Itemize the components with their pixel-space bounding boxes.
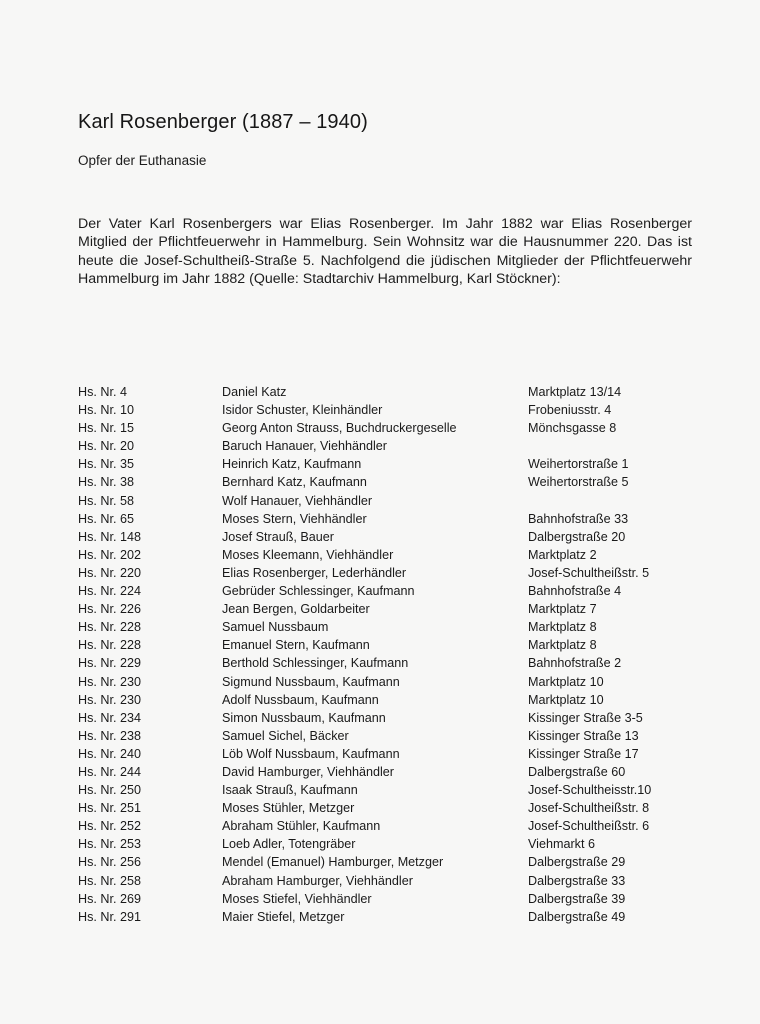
current-address: Mönchsgasse 8: [528, 421, 617, 436]
current-address: Josef-Schultheisstr.10: [528, 783, 652, 798]
roster-row: [78, 654, 678, 672]
house-number: Hs. Nr. 228: [78, 638, 141, 653]
intro-paragraph: Der Vater Karl Rosenbergers war Elias Rosenberger. Im Jahr 1882 war Elias Rosenberger Mitglied der Pflichtfeuerwehr in Hammelburg. Sein Wohnsitz war die Hausnummer 220. Das ist heute die Josef-Schultheiß-Straße 5. Nachfolgend die jüdischen Mitglieder der Pflichtfeuerwehr Hammelburg im Jahr 1882 (Quelle: Stadtarchiv Hammelburg, Karl Stöckner):: [78, 216, 692, 288]
roster-row: [78, 908, 678, 926]
house-number: Hs. Nr. 202: [78, 547, 141, 562]
member-name: Elias Rosenberger, Lederhändler: [222, 565, 407, 580]
member-name: Maier Stiefel, Metzger: [222, 909, 345, 924]
member-name: Emanuel Stern, Kaufmann: [222, 638, 370, 653]
house-number: Hs. Nr. 250: [78, 783, 141, 798]
house-number: Hs. Nr. 38: [78, 475, 134, 490]
member-name: Wolf Hanauer, Viehhändler: [222, 493, 373, 508]
current-address: Bahnhofstraße 4: [528, 584, 622, 599]
roster-row: [78, 564, 678, 582]
member-name: Simon Nussbaum, Kaufmann: [222, 710, 386, 725]
member-name: Josef Strauß, Bauer: [222, 529, 334, 544]
current-address: Weihertorstraße 5: [528, 475, 629, 490]
member-name: Jean Bergen, Goldarbeiter: [222, 602, 370, 617]
member-name: Moses Stern, Viehhändler: [222, 511, 367, 526]
member-name: Loeb Adler, Totengräber: [222, 837, 356, 852]
member-name: David Hamburger, Viehhändler: [222, 764, 394, 779]
house-number: Hs. Nr. 253: [78, 837, 141, 852]
roster-row: [78, 799, 678, 817]
roster-row: [78, 383, 678, 401]
house-number: Hs. Nr. 20: [78, 439, 134, 454]
house-number: Hs. Nr. 226: [78, 602, 141, 617]
member-name: Baruch Hanauer, Viehhändler: [222, 439, 388, 454]
member-name: Sigmund Nussbaum, Kaufmann: [222, 674, 400, 689]
roster-row: [78, 835, 678, 853]
roster-row: [78, 618, 678, 636]
roster-row: [78, 853, 678, 871]
house-number: Hs. Nr. 234: [78, 710, 141, 725]
roster-row: [78, 763, 678, 781]
current-address: Kissinger Straße 3-5: [528, 710, 643, 725]
roster-row: [78, 528, 678, 546]
current-address: Marktplatz 10: [528, 692, 604, 707]
member-name: Abraham Hamburger, Viehhändler: [222, 873, 413, 888]
member-name: Georg Anton Strauss, Buchdruckergeselle: [222, 421, 457, 436]
roster-row: [78, 872, 678, 890]
roster-row: [78, 437, 678, 455]
page-subtitle: Opfer der Euthanasie: [78, 153, 207, 168]
current-address: Dalbergstraße 39: [528, 891, 626, 906]
roster-row: [78, 419, 678, 437]
roster-row: [78, 546, 678, 564]
member-name: Isaak Strauß, Kaufmann: [222, 783, 358, 798]
member-name: Berthold Schlessinger, Kaufmann: [222, 656, 409, 671]
current-address: Marktplatz 13/14: [528, 385, 622, 399]
roster-row: [78, 455, 678, 473]
member-name: Moses Kleemann, Viehhändler: [222, 547, 394, 562]
current-address: Kissinger Straße 13: [528, 728, 639, 743]
house-number: Hs. Nr. 229: [78, 656, 141, 671]
house-number: Hs. Nr. 230: [78, 674, 141, 689]
current-address: Bahnhofstraße 2: [528, 656, 622, 671]
member-name: Daniel Katz: [222, 385, 287, 399]
house-number: Hs. Nr. 230: [78, 692, 141, 707]
current-address: Marktplatz 8: [528, 620, 597, 635]
house-number: Hs. Nr. 240: [78, 746, 141, 761]
current-address: Dalbergstraße 29: [528, 855, 626, 870]
current-address: Josef-Schultheißstr. 6: [528, 819, 650, 834]
current-address: Viehmarkt 6: [528, 837, 595, 852]
member-name: Löb Wolf Nussbaum, Kaufmann: [222, 746, 400, 761]
member-name: Bernhard Katz, Kaufmann: [222, 475, 367, 490]
page-title: Karl Rosenberger (1887 – 1940): [78, 111, 368, 133]
current-address: Dalbergstraße 20: [528, 529, 626, 544]
member-name: Samuel Nussbaum: [222, 620, 329, 635]
member-name: Adolf Nussbaum, Kaufmann: [222, 692, 379, 707]
roster-row: [78, 600, 678, 618]
house-number: Hs. Nr. 291: [78, 909, 141, 924]
current-address: Dalbergstraße 33: [528, 873, 626, 888]
roster-row: [78, 890, 678, 908]
member-name: Heinrich Katz, Kaufmann: [222, 457, 362, 472]
house-number: Hs. Nr. 244: [78, 764, 141, 779]
member-name: Mendel (Emanuel) Hamburger, Metzger: [222, 855, 444, 870]
current-address: Josef-Schultheißstr. 5: [528, 565, 650, 580]
member-name: Moses Stiefel, Viehhändler: [222, 891, 372, 906]
current-address: Dalbergstraße 60: [528, 764, 626, 779]
house-number: Hs. Nr. 65: [78, 511, 134, 526]
roster-row: [78, 817, 678, 835]
member-name: Abraham Stühler, Kaufmann: [222, 819, 381, 834]
house-number: Hs. Nr. 224: [78, 584, 141, 599]
roster-row: [78, 745, 678, 763]
roster-row: [78, 492, 678, 510]
current-address: Marktplatz 8: [528, 638, 597, 653]
member-name: Isidor Schuster, Kleinhändler: [222, 403, 383, 418]
house-number: Hs. Nr. 238: [78, 728, 141, 743]
house-number: Hs. Nr. 35: [78, 457, 134, 472]
roster-row: [78, 510, 678, 528]
roster-row: [78, 401, 678, 419]
house-number: Hs. Nr. 220: [78, 565, 141, 580]
current-address: Marktplatz 10: [528, 674, 604, 689]
member-roster: [78, 383, 678, 926]
house-number: Hs. Nr. 269: [78, 891, 141, 906]
roster-row: [78, 709, 678, 727]
roster-row: [78, 473, 678, 491]
roster-row: [78, 781, 678, 799]
current-address: Weihertorstraße 1: [528, 457, 629, 472]
roster-row: [78, 582, 678, 600]
house-number: Hs. Nr. 148: [78, 529, 141, 544]
member-name: Samuel Sichel, Bäcker: [222, 728, 349, 743]
house-number: Hs. Nr. 10: [78, 403, 134, 418]
roster-row: [78, 691, 678, 709]
current-address: Frobeniusstr. 4: [528, 403, 612, 418]
house-number: Hs. Nr. 58: [78, 493, 134, 508]
current-address: Dalbergstraße 49: [528, 909, 626, 924]
roster-row: [78, 727, 678, 745]
roster-row: [78, 636, 678, 654]
member-name: Moses Stühler, Metzger: [222, 801, 355, 816]
roster-row: [78, 673, 678, 691]
house-number: Hs. Nr. 251: [78, 801, 141, 816]
house-number: Hs. Nr. 258: [78, 873, 141, 888]
current-address: Bahnhofstraße 33: [528, 511, 629, 526]
member-name: Gebrüder Schlessinger, Kaufmann: [222, 584, 415, 599]
house-number: Hs. Nr. 4: [78, 385, 127, 399]
current-address: Kissinger Straße 17: [528, 746, 639, 761]
house-number: Hs. Nr. 228: [78, 620, 141, 635]
house-number: Hs. Nr. 15: [78, 421, 134, 436]
current-address: Marktplatz 2: [528, 547, 597, 562]
current-address: Marktplatz 7: [528, 602, 597, 617]
current-address: Josef-Schultheißstr. 8: [528, 801, 650, 816]
house-number: Hs. Nr. 252: [78, 819, 141, 834]
house-number: Hs. Nr. 256: [78, 855, 141, 870]
